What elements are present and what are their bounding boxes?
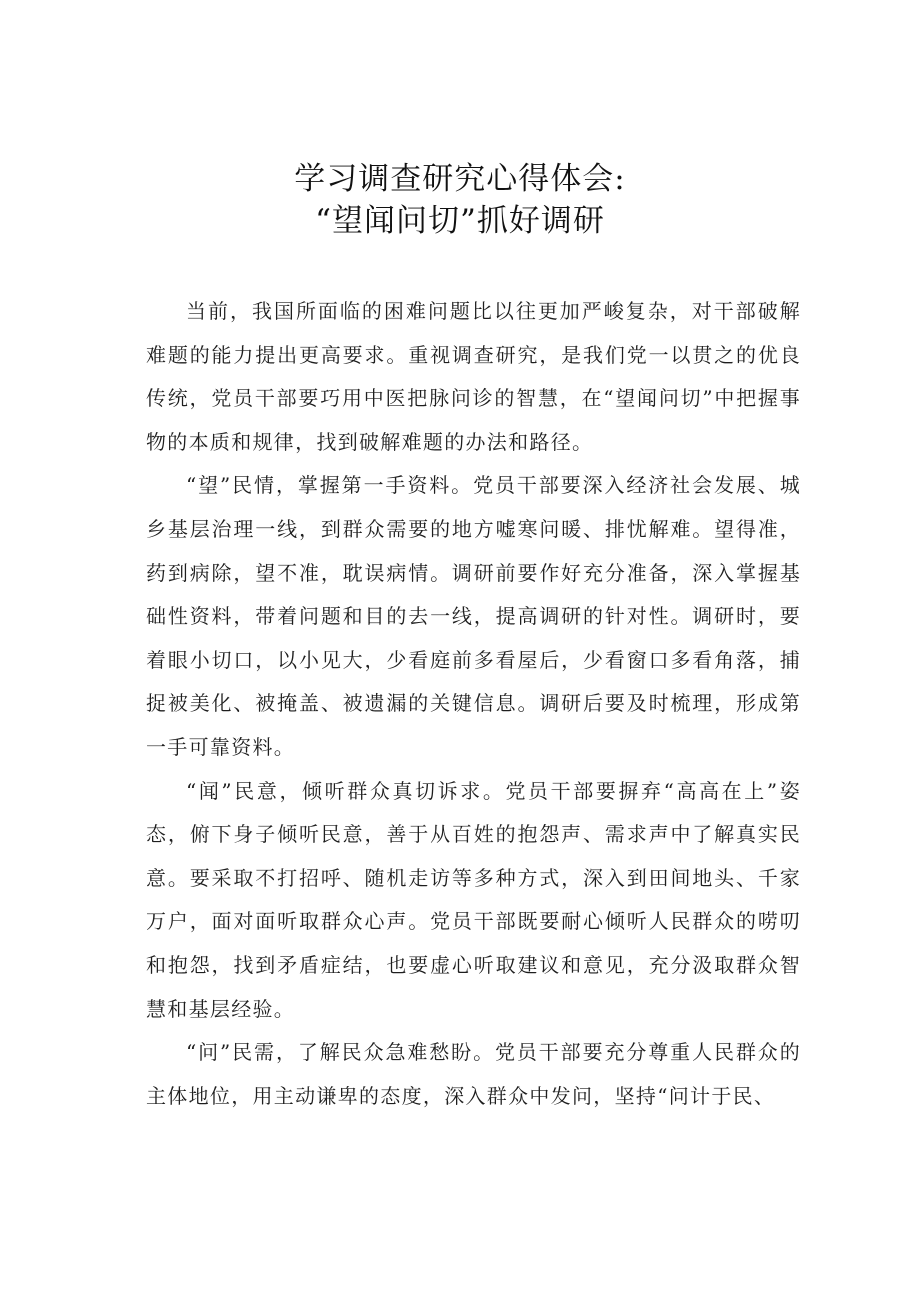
paragraph-wen: “闻”民意，倾听群众真切诉求。党员干部要摒弃“高高在上”姿态，俯下身子倾听民意，善于从百姓的抱怨声、需求声中了解真实民意。要采取不打招呼、随机走访等多种方式，深入到田间地头、千家万户，面对面听取群众心声。党员干部既要耐心倾听人民群众的唠叨和抱怨，找到矛盾症结，也要虚心听取建议和意见，充分汲取群众智慧和基层经验。 xyxy=(146,778,801,1021)
paragraph-intro: 当前，我国所面临的困难问题比以往更加严峻复杂，对干部破解难题的能力提出更高要求。重视调查研究，是我们党一以贯之的优良传统，党员干部要巧用中医把脉问诊的智慧，在“望闻问切”中把握事物的本质和规律，找到破解难题的办法和路径。 xyxy=(146,299,801,454)
title-line-1: 学习调查研究心得体会: xyxy=(294,161,626,197)
paragraph-wen-ask: “问”民需，了解民众急难愁盼。党员干部要充分尊重人民群众的主体地位，用主动谦卑的态度，深入群众中发问，坚持“问计于民、 xyxy=(146,1040,801,1108)
paragraph-wang: “望”民情，掌握第一手资料。党员干部要深入经济社会发展、城乡基层治理一线，到群众需要的地方嘘寒问暖、排忧解难。望得准，药到病除，望不准，耽误病情。调研前要作好充分准备，深入掌握基础性资料，带着问题和目的去一线，提高调研的针对性。调研时，要着眼小切口，以小见大，少看庭前多看屋后，少看窗口多看角落，捕捉被美化、被掩盖、被遗漏的关键信息。调研后要及时梳理，形成第一手可靠资料。 xyxy=(146,473,801,759)
document-title xyxy=(0,158,920,242)
title-line-2: “望闻问切”抓好调研 xyxy=(315,203,605,239)
document-body xyxy=(146,290,801,1118)
